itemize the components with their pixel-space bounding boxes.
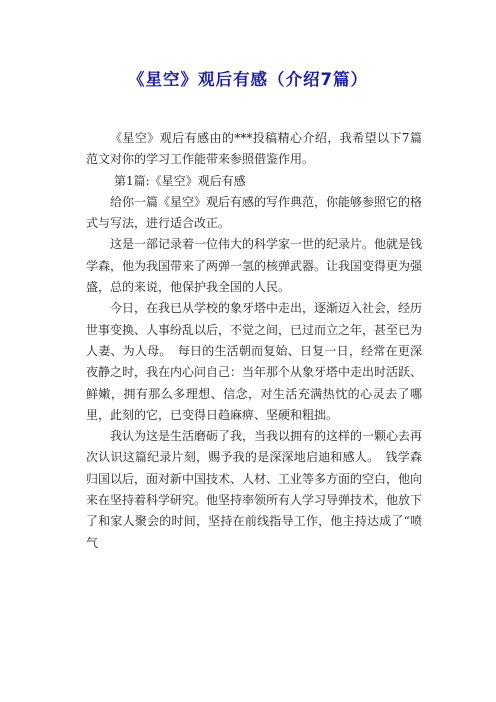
document-title: 《星空》观后有感（介绍7篇） — [128, 70, 368, 89]
body-paragraph: 今日，在我已从学校的象牙塔中走出，逐渐迈入社会，经历世事变换、人事纷乱以后，不觉之间，已过而立之年，甚至已为人妻、为人母。 每日的生活朝而复始、日复一日，经常在更深夜静之时，我在内心问自己：当年那个从象牙塔中走出时活跃、鲜嫩，拥有那么多理想、信念，对生活充满热忱的心灵去了哪里，此刻的它，已变得日趋麻痹、坚硬和粗拙。 — [86, 301, 423, 422]
body-paragraph: 这是一部记录着一位伟大的科学家一世的纪录片。他就是钱学森，他为我国带来了两弹一氢的核弹武器。让我国变得更为强盛，总的来说，他保护我全国的人民。 — [86, 237, 423, 295]
body-paragraph: 我认为这是生活磨砺了我，当我以拥有的这样的一颗心去再次认识这篇纪录片刻，赐予我的是深深地启迪和感人。 钱学森归国以后，面对新中国技术、人材、工业等多方面的空白，他向来在坚持着科学研究。他坚持率领所有人学习导弹技术，他放下了和家人聚会的时间，坚持在前线指导工作，他主持达成了“喷气 — [86, 429, 423, 550]
intro-paragraph: 《星空》观后有感由的***投稿精心介绍，我希望以下7篇范文对你的学习工作能带来参照借鉴作用。 — [86, 131, 422, 167]
body-paragraph: 给你一篇《星空》观后有感的写作典范，你能够参照它的格式与写法，进行适合改正。 — [86, 194, 423, 231]
document-body — [86, 128, 423, 550]
section-heading: 第1篇:《星空》观后有感 — [114, 173, 246, 188]
